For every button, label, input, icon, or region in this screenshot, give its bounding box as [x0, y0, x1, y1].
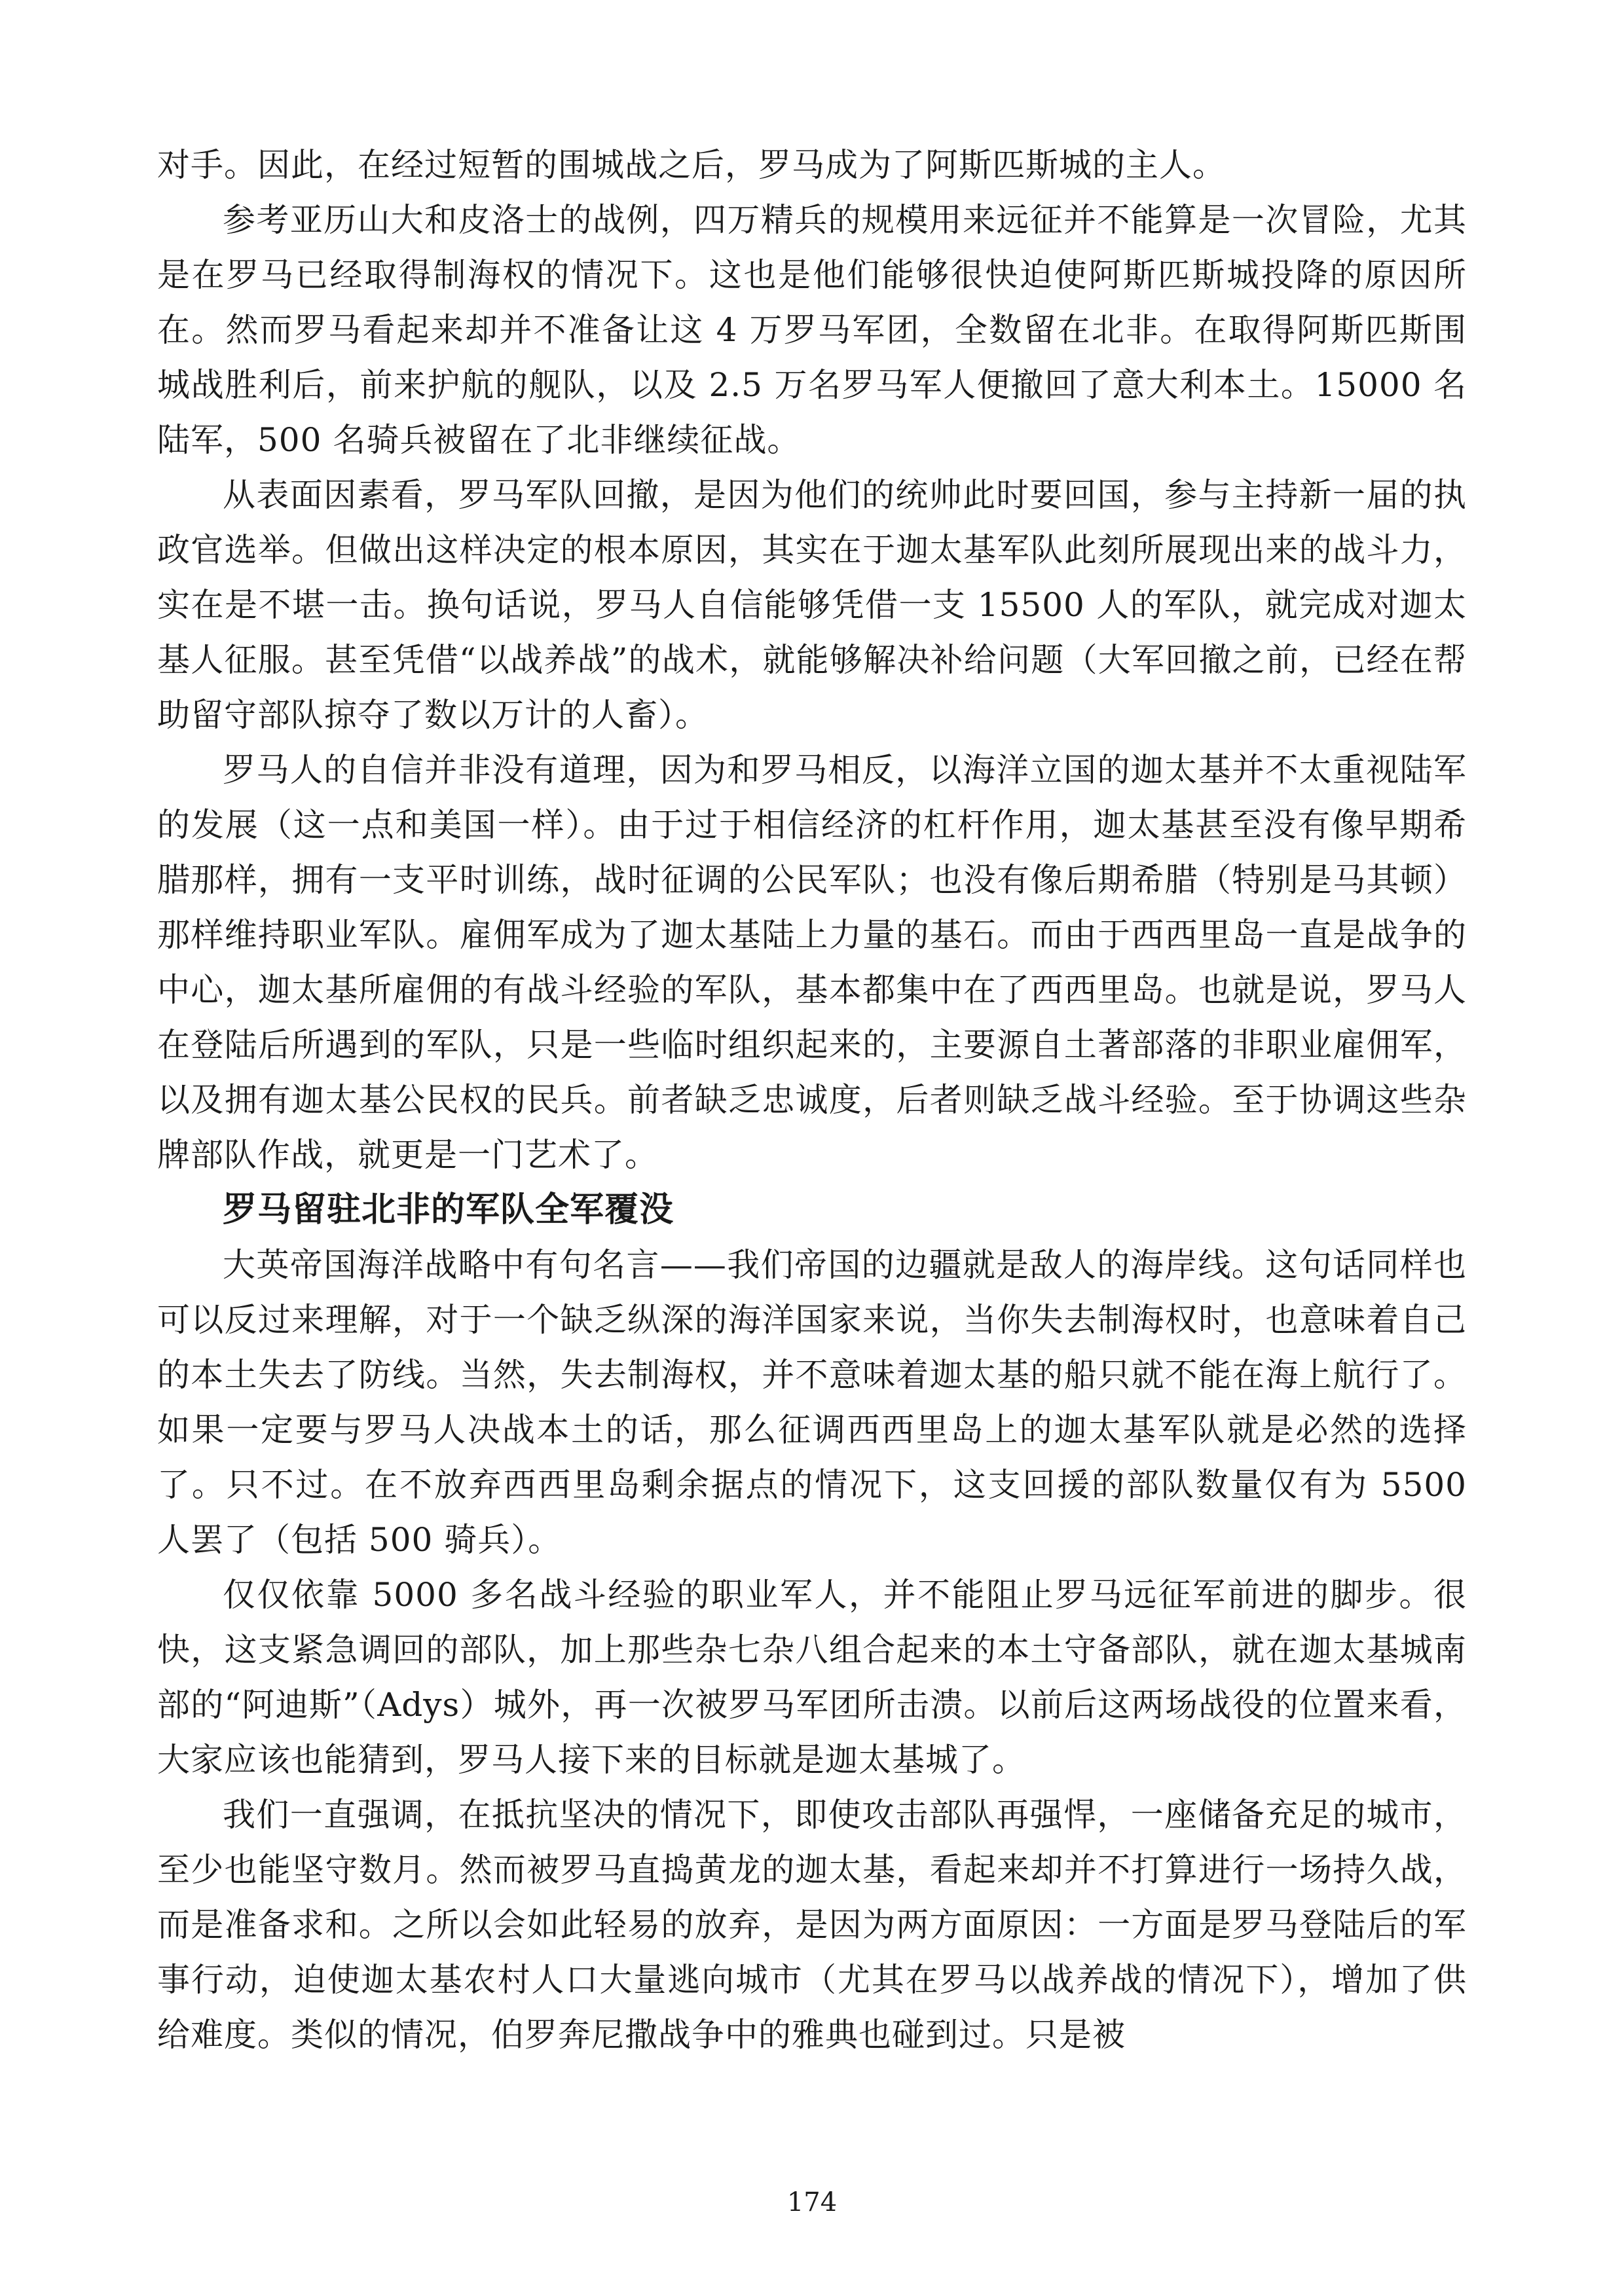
- page-body: [157, 137, 1467, 2062]
- paragraph: 仅仅依靠 5000 多名战斗经验的职业军人，并不能阻止罗马远征军前进的脚步。很快，这支紧急调回的部队，加上那些杂七杂八组合起来的本土守备部队，就在迦太基城南部的“阿迪斯”（Adys）城外，再一次被罗马军团所击溃。以前后这两场战役的位置来看，大家应该也能猜到，罗马人接下来的目标就是迦太基城了。: [157, 1576, 1467, 1779]
- page-number: 174: [786, 2187, 838, 2217]
- paragraph: 大英帝国海洋战略中有句名言——我们帝国的边疆就是敌人的海岸线。这句话同样也可以反过来理解，对于一个缺乏纵深的海洋国家来说，当你失去制海权时，也意味着自己的本土失去了防线。当然，失去制海权，并不意味着迦太基的船只就不能在海上航行了。如果一定要与罗马人决战本土的话，那么征调西西里岛上的迦太基军队就是必然的选择了。只不过。在不放弃西西里岛剩余据点的情况下，这支回援的部队数量仅有为 5500 人罢了（包括 500 骑兵）。: [157, 1246, 1467, 1559]
- paragraph-continuation: 对手。因此，在经过短暂的围城战之后，罗马成为了阿斯匹斯城的主人。: [157, 146, 1226, 184]
- paragraph: 从表面因素看，罗马军队回撤，是因为他们的统帅此时要回国，参与主持新一届的执政官选举。但做出这样决定的根本原因，其实在于迦太基军队此刻所展现出来的战斗力，实在是不堪一击。换句话说，罗马人自信能够凭借一支 15500 人的军队，就完成对迦太基人征服。甚至凭借“以战养战”的战术，就能够解决补给问题（大军回撤之前，已经在帮助留守部队掠夺了数以万计的人畜）。: [157, 476, 1467, 734]
- paragraph: 我们一直强调，在抵抗坚决的情况下，即使攻击部队再强悍，一座储备充足的城市，至少也能坚守数月。然而被罗马直捣黄龙的迦太基，看起来却并不打算进行一场持久战，而是准备求和。之所以会如此轻易的放弃，是因为两方面原因：一方面是罗马登陆后的军事行动，迫使迦太基农村人口大量逃向城市（尤其在罗马以战养战的情况下），增加了供给难度。类似的情况，伯罗奔尼撒战争中的雅典也碰到过。只是被: [157, 1796, 1467, 2054]
- paragraph: 罗马人的自信并非没有道理，因为和罗马相反，以海洋立国的迦太基并不太重视陆军的发展（这一点和美国一样）。由于过于相信经济的杠杆作用，迦太基甚至没有像早期希腊那样，拥有一支平时训练，战时征调的公民军队；也没有像后期希腊（特别是马其顿）那样维持职业军队。雇佣军成为了迦太基陆上力量的基石。而由于西西里岛一直是战争的中心，迦太基所雇佣的有战斗经验的军队，基本都集中在了西西里岛。也就是说，罗马人在登陆后所遇到的军队，只是一些临时组织起来的，主要源自土著部落的非职业雇佣军，以及拥有迦太基公民权的民兵。前者缺乏忠诚度，后者则缺乏战斗经验。至于协调这些杂牌部队作战，就更是一门艺术了。: [157, 751, 1467, 1174]
- paragraph: 参考亚历山大和皮洛士的战例，四万精兵的规模用来远征并不能算是一次冒险，尤其是在罗马已经取得制海权的情况下。这也是他们能够很快迫使阿斯匹斯城投降的原因所在。然而罗马看起来却并不准备让这 4 万罗马军团，全数留在北非。在取得阿斯匹斯围城战胜利后，前来护航的舰队，以及 2.5 万名罗马军人便撤回了意大利本土。15000 名陆军，500 名骑兵被留在了北非继续征战。: [157, 201, 1467, 459]
- section-heading: 罗马留驻北非的军队全军覆没: [223, 1190, 674, 1230]
